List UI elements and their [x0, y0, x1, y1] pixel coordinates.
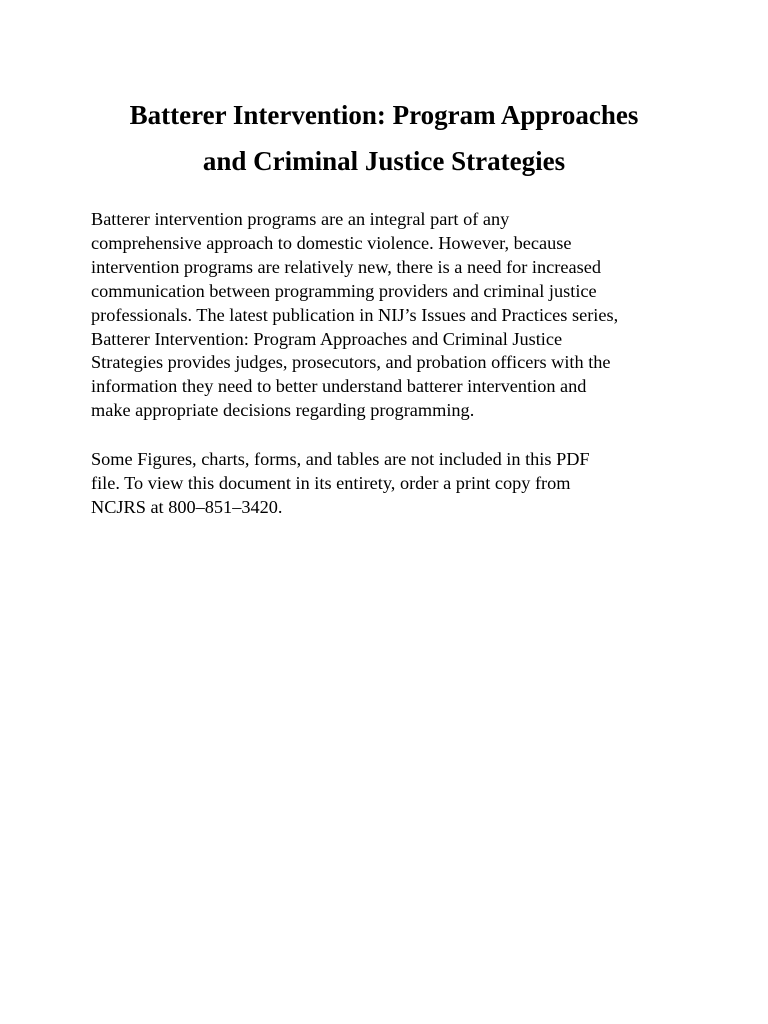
intro-line-4: communication between programming providers and criminal justice — [91, 280, 597, 301]
notice-line-3: NCJRS at 800–851–3420. — [91, 496, 283, 517]
intro-line-8: information they need to better understand batterer intervention and — [91, 376, 587, 397]
intro-line-1: Batterer intervention programs are an integral part of any — [91, 209, 510, 229]
intro-paragraph — [91, 208, 691, 423]
intro-line-2: comprehensive approach to domestic violence. However, because — [91, 232, 572, 253]
notice-line-1: Some Figures, charts, forms, and tables are not included in this PDF — [91, 449, 590, 469]
notice-line-2: file. To view this document in its entirety, order a print copy from — [91, 472, 571, 493]
intro-line-3: intervention programs are relatively new, there is a need for increased — [91, 256, 601, 277]
intro-line-5: professionals. The latest publication in NIJ’s Issues and Practices series, — [91, 304, 619, 325]
title-line-1: Batterer Intervention: Program Approaches — [129, 100, 639, 130]
notice-paragraph — [91, 448, 691, 520]
intro-line-7: Strategies provides judges, prosecutors, and probation officers with the — [91, 352, 611, 373]
intro-line-9: make appropriate decisions regarding programming. — [91, 400, 475, 421]
document-title — [40, 92, 728, 184]
intro-line-6: Batterer Intervention: Program Approaches and Criminal Justice — [91, 328, 563, 349]
title-line-2: and Criminal Justice Strategies — [202, 146, 566, 176]
